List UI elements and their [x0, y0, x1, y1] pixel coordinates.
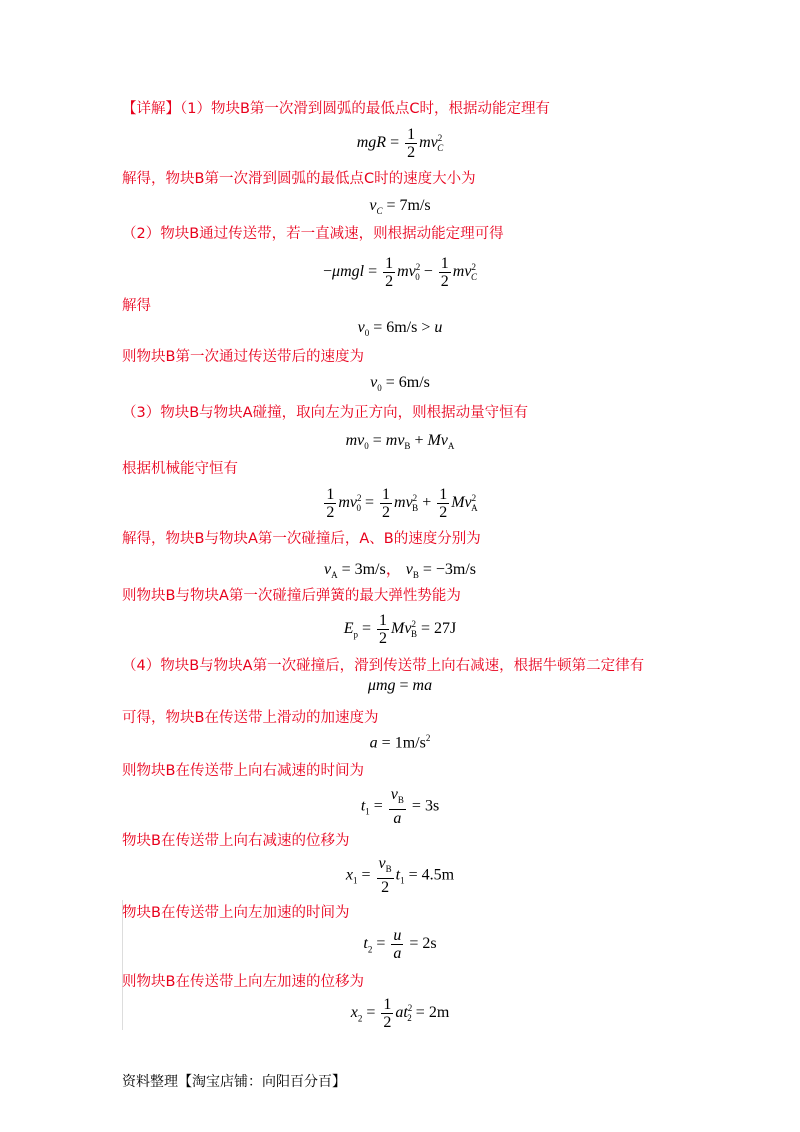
x2-value: 2m — [428, 1004, 450, 1022]
text-line-12: 则物块B在传送带上向右减速的时间为 — [122, 763, 364, 779]
equation-v0-inequality: $v_0 = 6m/s > u$ — [357, 319, 443, 339]
text-line-13: 物块B在传送带上向右减速的位移为 — [122, 833, 350, 849]
text-line-1: 【详解】（1）物块B第一次滑到圆弧的最低点C时，根据动能定理有 — [122, 101, 551, 117]
vb-value: −3m/s — [435, 561, 477, 578]
equation-x1: $x_1$ = $\frac{v_B}{2}$ $t_1 = 4.5m$ — [345, 855, 455, 897]
equation-vc: $v_C = 7m/s$ — [369, 197, 431, 217]
equation-energy-c: mgR = $\frac{1}{2}$ $mv^2_C$ — [356, 126, 444, 161]
equation-newton: μmg = ma — [367, 677, 433, 694]
equation-t1: $t_1$ = $\frac{v_B}{a}$ = 3s — [360, 786, 440, 828]
t2-value: 2s — [422, 935, 437, 953]
v0-value: 6m/s — [398, 374, 430, 391]
text-line-10: （4）物块B与物块A第一次碰撞后，滑到传送带上向右减速，根据牛顿第二定律有 — [122, 658, 645, 674]
a-value: 1m/s — [394, 734, 426, 752]
text-line-14: 物块B在传送带上向左加速的时间为 — [122, 905, 350, 921]
text-line-3: （2）物块B通过传送带，若一直减速，则根据动能定理可得 — [122, 226, 504, 242]
text-line-11: 可得，物块B在传送带上滑动的加速度为 — [122, 710, 379, 726]
footer-note: 资料整理【淘宝店铺：向阳百分百】 — [122, 1074, 346, 1090]
equation-acceleration: $a = 1m/s^2$ — [369, 733, 431, 752]
text-line-7: 根据机械能守恒有 — [122, 461, 238, 477]
equation-momentum: $mv_0 = mv_B + Mv_A$ — [345, 432, 455, 452]
text-line-5: 则物块B第一次通过传送带后的速度为 — [122, 349, 364, 365]
equation-x2: $x_2$ = $\frac{1}{2}$ $at^2_2 = 2m$ — [350, 996, 450, 1031]
equation-belt-energy: −μmgl = $\frac{1}{2}$ $mv^2_0$ − $\frac{1}{2}$ $mv^2_C$ — [323, 255, 477, 290]
text-line-8: 解得，物块B与物块A第一次碰撞后，A、B的速度分别为 — [122, 531, 481, 547]
va-value: 3m/s — [354, 561, 386, 578]
text-line-9: 则物块B与物块A第一次碰撞后弹簧的最大弹性势能为 — [122, 588, 461, 604]
equation-velocities: $v_A = 3m/s$， $v_B = -3m/s$ — [323, 561, 477, 581]
v0-ineq-value: 6m/s — [386, 319, 418, 336]
equation-t2: $t_2$ = $\frac{u}{a}$ = 2s — [363, 927, 437, 962]
t1-value: 3s — [424, 797, 440, 815]
vc-value: 7m/s — [399, 197, 431, 214]
text-line-15: 则物块B在传送带上向左加速的位移为 — [122, 974, 364, 990]
equation-ep: $E_p$ = $\frac{1}{2}$ $Mv^2_B = 27J$ — [343, 612, 457, 647]
equation-v0: $v_0 = 6m/s$ — [370, 374, 430, 394]
text-line-2: 解得，物块B第一次滑到圆弧的最低点C时的速度大小为 — [122, 171, 476, 187]
equation-energy-conservation: $\frac{1}{2}$ $mv^2_0$ = $\frac{1}{2}$ $mv^2_B$ + $\frac{1}{2}$ $Mv^2_A$ — [326, 486, 478, 521]
text-line-6: （3）物块B与物块A碰撞，取向左为正方向，则根据动量守恒有 — [122, 405, 529, 421]
text-line-4: 解得 — [122, 298, 151, 314]
ep-value: 27J — [434, 620, 457, 638]
x1-value: 4.5m — [421, 866, 455, 884]
